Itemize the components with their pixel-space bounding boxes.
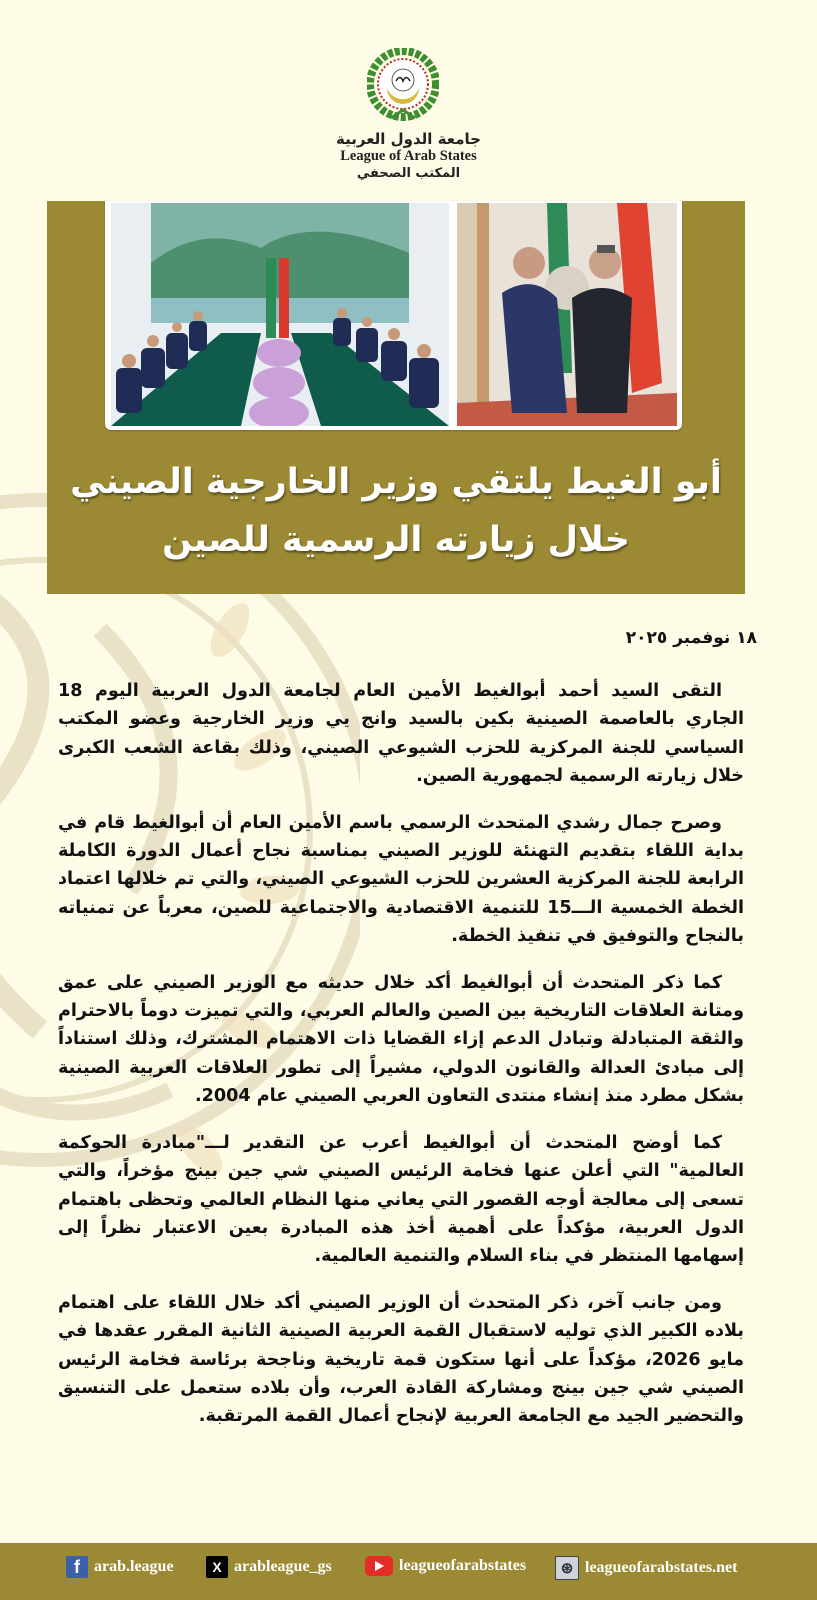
paragraph-5: ومن جانب آخر، ذكر المتحدث أن الوزير الصيني أكد خلال اللقاء على اهتمام بلاده الكبير الذي توليه لاستقبال القمة العربية الصينية الثانية المقرر عقدها في مايو 2026، مؤكداً على أنها ستكون قمة تاريخية وناجحة برئاسة فخامة الرئيس الصيني شي جين بينج ومشاركة القادة العرب، وأن بلاده ستعمل على التنسيق والتحضير الجيد مع الجامعة العربية لإنجاح أعمال القمة المرتقبة. — [58, 1292, 744, 1427]
website-link[interactable] — [555, 1556, 737, 1580]
paragraph-2: وصرح جمال رشدي المتحدث الرسمي باسم الأمين العام أن أبوالغيط قام في بداية اللقاء بتقديم التهنئة للوزير الصيني بمناسبة نجاح أعمال الدورة الكاملة الرابعة للجنة المركزية العشرين للحزب الشيوعي الصيني، والتي تم خلالها اعتماد الخطة الخمسية الـــ15 للتنمية الاقتصادية والاجتماعية للصين، معرباً عن تمنياته بالنجاح والتوفيق في تنفيذ الخطة. — [58, 812, 744, 947]
youtube-icon — [365, 1556, 393, 1576]
web-icon: ⊛ — [555, 1556, 579, 1580]
youtube-handle: leagueofarabstates — [399, 1557, 527, 1574]
social-footer — [0, 1543, 817, 1600]
paragraph-3: كما ذكر المتحدث أن أبوالغيط أكد خلال حديثه مع الوزير الصيني على عمق ومتانة العلاقات التاريخية بين الصين والعالم العربي، والتي تميزت دوماً بالاحترام والثقة المتبادلة وتبادل الدعم إزاء القضايا ذات الاهتمام المشترك، وذلك استناداً إلى مبادئ العدالة والقانون الدولي، مشيراً إلى تطور العلاقات العربية الصينية بشكل مطرد منذ إنشاء منتدى التعاون العربي الصيني عام 2004. — [58, 972, 744, 1107]
x-link[interactable] — [206, 1556, 332, 1578]
x-handle: arableague_gs — [234, 1558, 332, 1575]
x-icon: X — [206, 1556, 228, 1578]
page-header — [0, 0, 817, 200]
meeting-photo — [111, 203, 449, 426]
paragraph-4: كما أوضح المتحدث أن أبوالغيط أعرب عن التقدير لـــ"مبادرة الحوكمة العالمية" التي أعلن عنها فخامة الرئيس الصيني شي جين بينج مؤخراً، والتي تسعى إلى معالجة أوجه القصور التي يعاني منها النظام العالمي وتحظى باهتمام الدول العربية، مؤكداً على أهمية أخذ هذه المبادرة بعين الاعتبار نظراً إلى إسهامها المنتظر في بناء السلام والتنمية العالمية. — [58, 1132, 744, 1267]
press-release-date: ١٨ نوفمبر ٢٠٢٥ — [625, 628, 757, 648]
arab-league-logo-icon — [367, 48, 439, 124]
headline — [47, 453, 745, 569]
handshake-photo — [457, 203, 677, 426]
headline-banner — [47, 201, 745, 594]
facebook-icon: f — [66, 1556, 88, 1578]
headline-line-2: خلال زيارته الرسمية للصين — [162, 520, 630, 560]
facebook-handle: arab.league — [94, 1558, 174, 1575]
press-office-label: المكتب الصحفي — [356, 166, 461, 181]
headline-line-1: أبو الغيط يلتقي وزير الخارجية الصيني — [70, 462, 722, 502]
photo-frame — [105, 201, 682, 430]
paragraph-1: التقى السيد أحمد أبوالغيط الأمين العام لجامعة الدول العربية اليوم 18 الجاري بالعاصمة الصينية بكين بالسيد وانج يي وزير الخارجية وعضو المكتب السياسي للجنة المركزية للحزب الشيوعي الصيني، وذلك بقاعة الشعب الكبرى خلال زيارته الرسمية لجمهورية الصين. — [58, 681, 744, 787]
org-name-arabic: جامعة الدول العربية — [336, 130, 481, 148]
org-name-english: League of Arab States — [340, 148, 477, 164]
article-body — [58, 677, 744, 1431]
youtube-link[interactable] — [365, 1556, 526, 1576]
facebook-link[interactable] — [66, 1556, 174, 1578]
website-url: leagueofarabstates.net — [585, 1559, 738, 1576]
